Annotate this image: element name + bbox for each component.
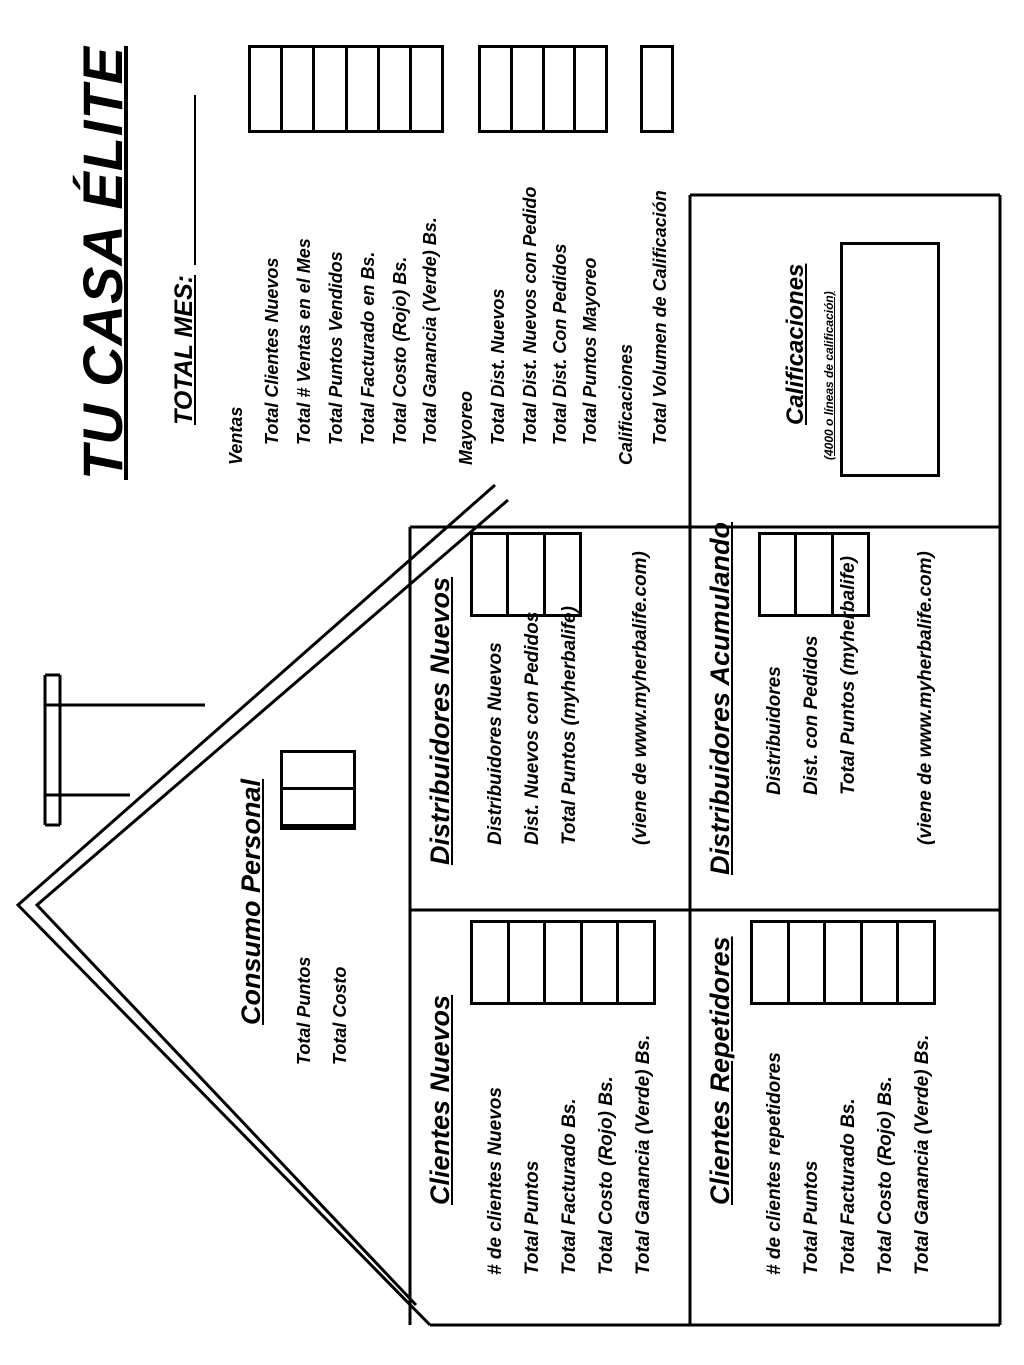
summary-row: Total Facturado en Bs. — [358, 251, 378, 445]
summary-row: Total # Ventas en el Mes — [294, 238, 314, 445]
clientes-nuevos-row: Total Facturado Bs. — [559, 1098, 580, 1275]
ventas-entry-boxes[interactable] — [248, 45, 444, 133]
total-mes-heading: TOTAL MES: — [170, 275, 198, 425]
summary-row: Total Dist. Nuevos — [488, 288, 508, 445]
distribuidores-nuevos-title: Distribuidores Nuevos — [425, 576, 455, 865]
summary-row: Total Dist. Nuevos con Pedido — [520, 186, 540, 445]
calificaciones-heading: Calificaciones — [616, 343, 636, 465]
mayoreo-entry-boxes[interactable] — [478, 45, 608, 133]
total-mes-underline — [194, 95, 196, 265]
clientes-nuevos-title: Clientes Nuevos — [425, 994, 455, 1205]
distribuidores-acumulando-title: Distribuidores Acumulando — [705, 521, 735, 875]
clientes-repetidores-row: # de clientes repetidores — [764, 1052, 785, 1275]
clientes-repetidores-row: Total Ganancia (Verde) Bs. — [912, 1034, 933, 1275]
dist-acumulando-note: (viene de www.myherbalife.com) — [915, 551, 936, 845]
volumen-entry-box[interactable] — [640, 45, 674, 133]
clientes-repetidores-row: Total Costo (Rojo) Bs. — [875, 1076, 896, 1275]
dist-acumulando-row: Distribuidores — [764, 666, 785, 795]
clientes-repetidores-title: Clientes Repetidores — [705, 936, 735, 1205]
calificaciones-box-title: Calificaciones — [782, 263, 809, 425]
consumo-personal-title: Consumo Personal — [236, 778, 266, 1025]
consumo-entry-boxes[interactable] — [280, 750, 356, 830]
summary-row: Total Puntos Mayoreo — [580, 257, 600, 445]
dist-nuevos-row: Total Puntos (myherbalife) — [559, 606, 580, 845]
dist-acumulando-row: Dist. con Pedidos — [801, 635, 822, 795]
calificaciones-entry-box[interactable] — [840, 242, 940, 477]
summary-row: Total Volumen de Calificación — [650, 190, 670, 445]
dist-nuevos-note: (viene de www.myherbalife.com) — [630, 551, 651, 845]
summary-row: Total Puntos Vendidos — [326, 251, 346, 445]
page-title: TU CASA ÉLITE — [71, 45, 134, 480]
clientes-nuevos-row: Total Ganancia (Verde) Bs. — [633, 1034, 654, 1275]
dist-acumulando-entry-boxes[interactable] — [758, 532, 870, 617]
summary-row: Total Costo (Rojo) Bs. — [390, 256, 410, 445]
dist-acumulando-row: Total Puntos (myherbalife) — [838, 556, 859, 795]
clientes-nuevos-row: Total Costo (Rojo) Bs. — [596, 1076, 617, 1275]
summary-row: Total Dist. Con Pedidos — [550, 243, 570, 445]
mayoreo-heading: Mayoreo — [456, 390, 476, 465]
clientes-nuevos-row: Total Puntos — [522, 1160, 543, 1275]
dist-nuevos-row: Distribuidores Nuevos — [485, 642, 506, 845]
consumo-row: Total Costo — [330, 966, 350, 1065]
dist-nuevos-row: Dist. Nuevos con Pedidos — [522, 611, 543, 845]
calificaciones-box-note: (4000 o líneas de calificación) — [822, 291, 836, 460]
dist-nuevos-entry-boxes[interactable] — [470, 532, 582, 617]
summary-row: Total Ganancia (Verde) Bs. — [420, 217, 440, 445]
ventas-heading: Ventas — [226, 406, 246, 465]
summary-row: Total Clientes Nuevos — [262, 257, 282, 445]
clientes-nuevos-entry-boxes[interactable] — [470, 920, 656, 1005]
clientes-nuevos-row: # de clientes Nuevos — [485, 1087, 506, 1275]
clientes-repetidores-row: Total Facturado Bs. — [838, 1098, 859, 1275]
clientes-repetidores-row: Total Puntos — [801, 1160, 822, 1275]
consumo-row: Total Puntos — [294, 956, 314, 1065]
clientes-repetidores-entry-boxes[interactable] — [750, 920, 936, 1005]
